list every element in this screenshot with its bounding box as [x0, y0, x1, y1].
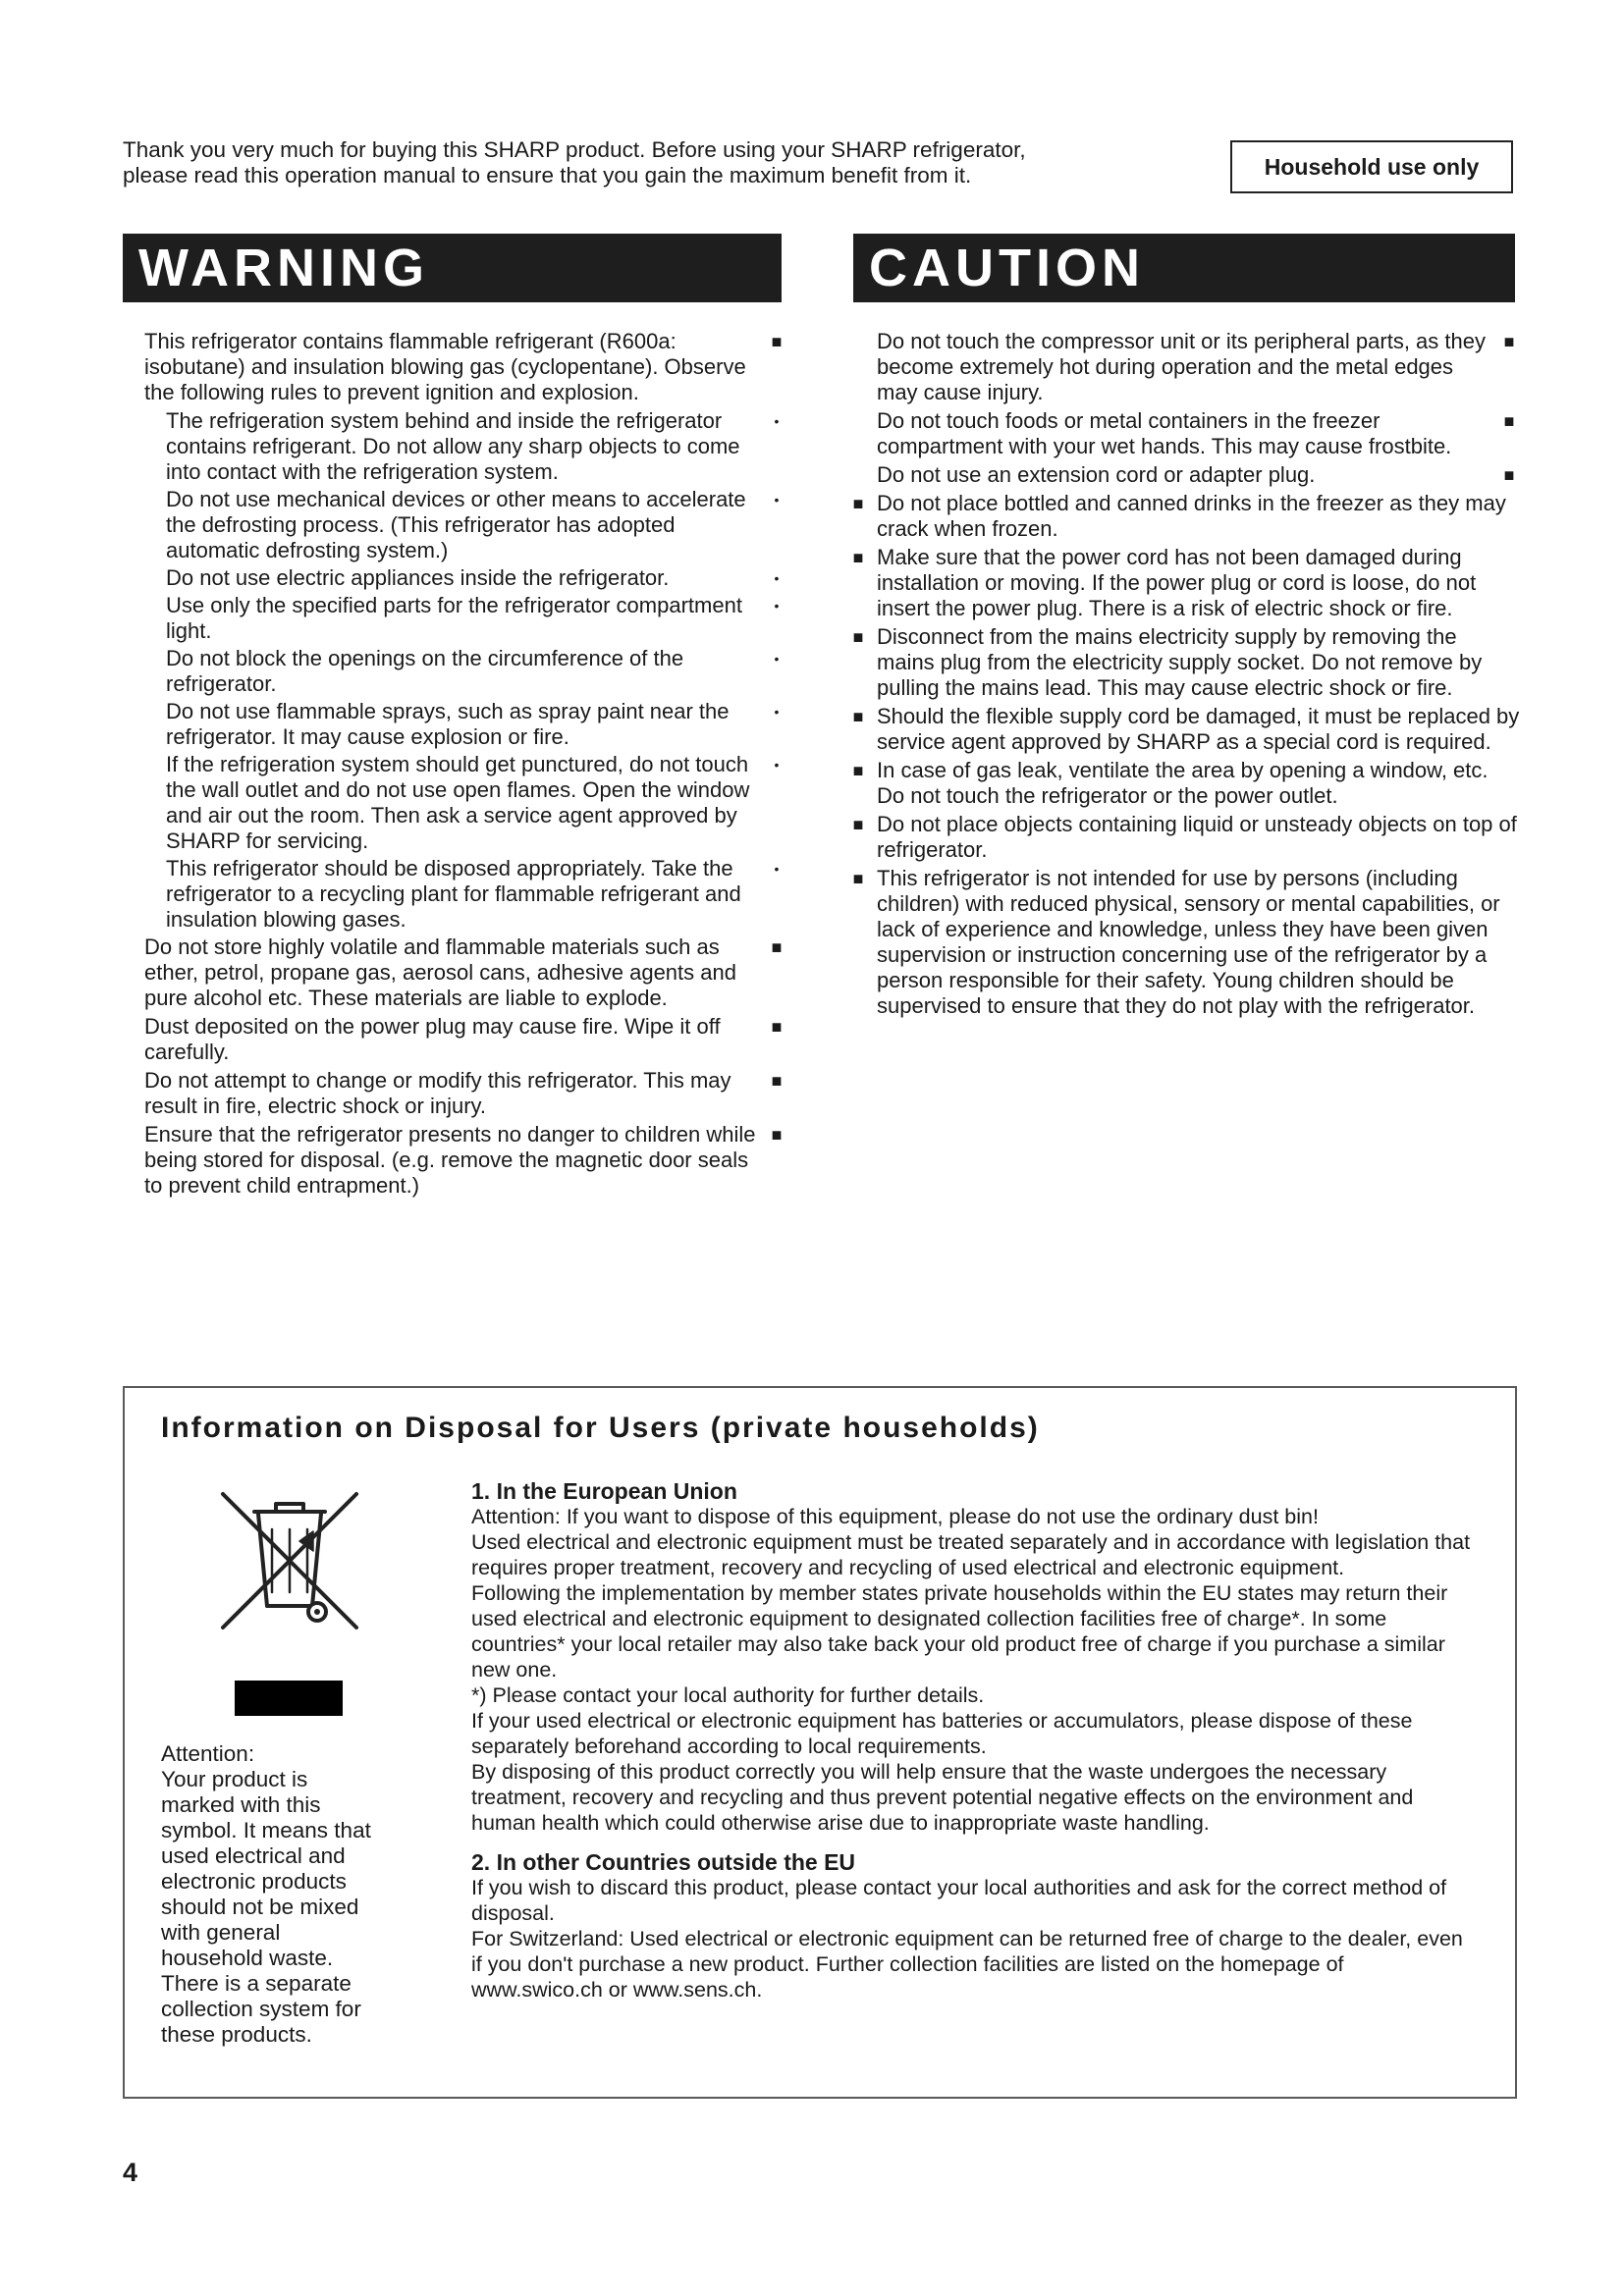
bullet-square-icon: ■ [771, 1125, 783, 1145]
caution-item: ■ Do not place objects containing liquid or unsteady objects on top of refrigerator. [877, 812, 1520, 863]
warning-subitem: Do not use electric appliances inside the refrigerator. • [144, 565, 787, 591]
bullet-square-icon: ■ [771, 1017, 783, 1037]
intro-text [123, 137, 1183, 188]
disposal-info-box [123, 1386, 1517, 2099]
bullet-dot-icon: • [774, 651, 780, 667]
other-paragraph: For Switzerland: Used electrical or electronic equipment can be returned free of charge to the dealer, even if you don't purchase a new product. Further collection facilities are listed on the homepage of www.swico.ch or www.sens.ch. [471, 1927, 1463, 2002]
bullet-square-icon: ■ [1503, 411, 1515, 431]
warning-subitem: Use only the specified parts for the refrigerator compartment light. • [144, 593, 787, 644]
bullet-dot-icon: • [774, 570, 780, 586]
caution-item: ■ This refrigerator is not intended for use by persons (including children) with reduced physical, sensory or mental capabilities, or lack of experience and knowledge, unless they have been given supervision or instruction concerning use of the refrigerator by a person responsible for their safety. Young children should be supervised to ensure that they do not play with the refrigerator. [877, 866, 1520, 1019]
caution-item: ■ Disconnect from the mains electricity supply by removing the mains plug from the electricity supply socket. Do not remove by pulling the mains lead. This may cause electric shock or fire. [877, 624, 1520, 701]
bullet-square-icon: ■ [771, 1071, 783, 1091]
caution-item: ■ In case of gas leak, ventilate the area by opening a window, etc. Do not touch the refrigerator or the power outlet. [877, 758, 1520, 809]
intro-line-1: Thank you very much for buying this SHARP product. Before using your SHARP refrigerator, [123, 137, 1026, 162]
page-number: 4 [123, 2158, 138, 2187]
warning-item: Dust deposited on the power plug may cause fire. Wipe it off carefully. ■ [144, 1014, 787, 1065]
warning-subitem: If the refrigeration system should get punctured, do not touch the wall outlet and do not use open flames. Open the window and air out the room. Then ask a service agent approved by SHARP for servicing. • [144, 752, 787, 854]
bullet-dot-icon: • [774, 757, 780, 773]
attention-text: Your product is marked with this symbol. It means that used electrical and electronic products should not be mixed with general household waste. There is a separate collection system for these products. [161, 1767, 371, 2047]
attention-label: Attention: [161, 1741, 255, 1766]
eu-heading: 1. In the European Union [471, 1478, 737, 1504]
bullet-square-icon: ■ [852, 869, 864, 888]
bullet-dot-icon: • [774, 861, 780, 877]
bullet-square-icon: ■ [852, 707, 864, 726]
bullet-square-icon: ■ [852, 627, 864, 647]
caution-item: Do not touch the compressor unit or its peripheral parts, as they become extremely hot during operation and the metal edges may cause injury. ■ [877, 329, 1520, 405]
caution-item: ■ Do not place bottled and canned drinks in the freezer as they may crack when frozen. [877, 491, 1520, 542]
caution-list [852, 329, 1520, 1022]
warning-item: This refrigerator contains flammable refrigerant (R600a: isobutane) and insulation blowing gas (cyclopentane). Observe the following rules to prevent ignition and explosion. ■ [144, 329, 787, 405]
eu-paragraph: If your used electrical or electronic equipment has batteries or accumulators, please dispose of these separately beforehand according to local requirements. [471, 1709, 1413, 1758]
caution-item: Do not touch foods or metal containers in the freezer compartment with your wet hands. This may cause frostbite. ■ [877, 408, 1520, 459]
bullet-square-icon: ■ [852, 548, 864, 567]
crossed-wheelie-bin-icon [211, 1482, 368, 1639]
bullet-square-icon: ■ [852, 815, 864, 834]
caution-item: ■ Make sure that the power cord has not been damaged during installation or moving. If the power plug or cord is loose, do not insert the power plug. There is a risk of electric shock or fire. [877, 545, 1520, 621]
black-bar-mark [235, 1681, 343, 1716]
eu-paragraph: By disposing of this product correctly you will help ensure that the waste undergoes the necessary treatment, recovery and recycling and thus prevent potential negative effects on the environment and human health which could otherwise arise due to inappropriate waste handling. [471, 1760, 1414, 1835]
warning-subitem: This refrigerator should be disposed appropriately. Take the refrigerator to a recycling plant for flammable refrigerant and insulation blowing gases. • [144, 856, 787, 933]
disposal-body [471, 1478, 1473, 2002]
warning-item: Ensure that the refrigerator presents no danger to children while being stored for disposal. (e.g. remove the magnetic door seals to prevent child entrapment.) ■ [144, 1122, 787, 1199]
bullet-dot-icon: • [774, 413, 780, 429]
bullet-square-icon: ■ [852, 494, 864, 513]
other-countries-heading: 2. In other Countries outside the EU [471, 1849, 856, 1875]
intro-line-2: please read this operation manual to ensure that you gain the maximum benefit from it. [123, 163, 972, 187]
caution-item: Do not use an extension cord or adapter plug. ■ [877, 462, 1520, 488]
warning-item: Do not store highly volatile and flammable materials such as ether, petrol, propane gas, aerosol cans, adhesive agents and pure alcohol etc. These materials are liable to explode. ■ [144, 934, 787, 1011]
bullet-square-icon: ■ [771, 332, 783, 351]
attention-note [161, 1741, 387, 2048]
bullet-dot-icon: • [774, 598, 780, 614]
disposal-title: Information on Disposal for Users (private households) [161, 1412, 1040, 1444]
household-use-badge: Household use only [1230, 140, 1513, 193]
warning-subitem: The refrigeration system behind and inside the refrigerator contains refrigerant. Do not allow any sharp objects to come into contact with the refrigeration system. • [144, 408, 787, 485]
warning-list [144, 329, 787, 1201]
warning-banner: WARNING [123, 234, 782, 302]
warning-subitem: Do not block the openings on the circumference of the refrigerator. • [144, 646, 787, 697]
eu-paragraph: *) Please contact your local authority for further details. [471, 1683, 985, 1707]
bullet-square-icon: ■ [1503, 332, 1515, 351]
warning-item: Do not attempt to change or modify this refrigerator. This may result in fire, electric shock or injury. ■ [144, 1068, 787, 1119]
eu-paragraph: Following the implementation by member states private households within the EU states may return their used electrical and electronic equipment to designated collection facilities free of charge*. In some countries* your local retailer may also take back your old product free of charge if you purchase a similar new one. [471, 1581, 1448, 1682]
caution-item: ■ Should the flexible supply cord be damaged, it must be replaced by service agent approved by SHARP as a special cord is required. [877, 704, 1520, 755]
bullet-dot-icon: • [774, 704, 780, 720]
bullet-square-icon: ■ [771, 937, 783, 957]
bullet-square-icon: ■ [1503, 465, 1515, 485]
eu-paragraph: Attention: If you want to dispose of this equipment, please do not use the ordinary dust bin! [471, 1505, 1319, 1528]
eu-paragraph: Used electrical and electronic equipment must be treated separately and in accordance with legislation that requires proper treatment, recovery and recycling of used electrical and electronic equipment. [471, 1530, 1471, 1579]
warning-subitem: Do not use mechanical devices or other means to accelerate the defrosting process. (This refrigerator has adopted automatic defrosting system.) • [144, 487, 787, 563]
bullet-dot-icon: • [774, 492, 780, 507]
warning-subitem: Do not use flammable sprays, such as spray paint near the refrigerator. It may cause explosion or fire. • [144, 699, 787, 750]
caution-banner: CAUTION [853, 234, 1515, 302]
bullet-square-icon: ■ [852, 761, 864, 780]
other-paragraph: If you wish to discard this product, please contact your local authorities and ask for the correct method of disposal. [471, 1876, 1447, 1925]
